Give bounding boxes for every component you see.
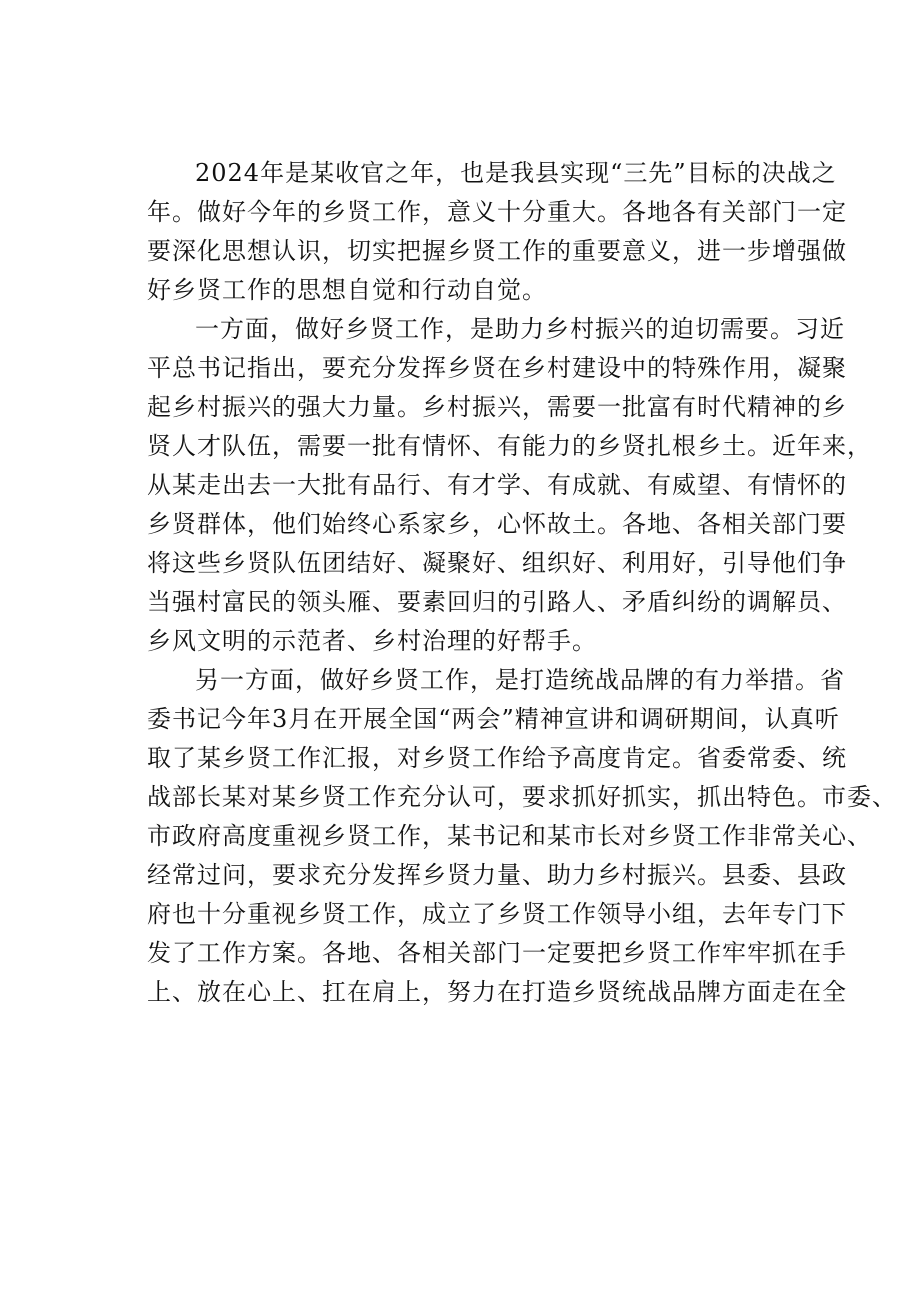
text-line: 年。做好今年的乡贤工作，意义十分重大。各地各有关部门一定 xyxy=(147,198,847,226)
text-line: 乡风文明的示范者、乡村治理的好帮手。 xyxy=(147,627,597,655)
text-line: 另一方面，做好乡贤工作，是打造统战品牌的有力举措。省 xyxy=(195,666,845,694)
document-body xyxy=(147,154,897,1012)
text-line: 要深化思想认识，切实把握乡贤工作的重要意义，进一步增强做 xyxy=(147,237,847,265)
paragraph-1 xyxy=(147,154,847,310)
text-line: 府也十分重视乡贤工作，成立了乡贤工作领导小组，去年专门下 xyxy=(147,900,847,928)
text-line: 将这些乡贤队伍团结好、凝聚好、组织好、利用好，引导他们争 xyxy=(147,549,847,577)
paragraph-3 xyxy=(147,661,897,1012)
text-line: 当强村富民的领头雁、要素回归的引路人、矛盾纠纷的调解员、 xyxy=(147,588,847,616)
text-line: 乡贤群体，他们始终心系家乡，心怀故土。各地、各相关部门要 xyxy=(147,510,847,538)
text-line: 一方面，做好乡贤工作，是助力乡村振兴的迫切需要。习近 xyxy=(195,315,845,343)
text-line: 贤人才队伍，需要一批有情怀、有能力的乡贤扎根乡土。近年来， xyxy=(147,432,872,460)
text-line: 起乡村振兴的强大力量。乡村振兴，需要一批富有时代精神的乡 xyxy=(147,393,847,421)
text-line: 上、放在心上、扛在肩上，努力在打造乡贤统战品牌方面走在全 xyxy=(147,978,847,1006)
text-line: 从某走出去一大批有品行、有才学、有成就、有威望、有情怀的 xyxy=(147,471,847,499)
text-line: 委书记今年3月在开展全国“两会”精神宣讲和调研期间，认真听 xyxy=(147,705,840,733)
text-line: 好乡贤工作的思想自觉和行动自觉。 xyxy=(147,276,547,304)
text-line: 市政府高度重视乡贤工作，某书记和某市长对乡贤工作非常关心、 xyxy=(147,822,872,850)
text-line: 战部长某对某乡贤工作充分认可，要求抓好抓实，抓出特色。市委、 xyxy=(147,783,897,811)
paragraph-2 xyxy=(147,310,872,661)
text-line: 发了工作方案。各地、各相关部门一定要把乡贤工作牢牢抓在手 xyxy=(147,939,847,967)
text-line: 2024年是某收官之年，也是我县实现“三先”目标的决战之 xyxy=(195,159,837,187)
text-line: 经常过问，要求充分发挥乡贤力量、助力乡村振兴。县委、县政 xyxy=(147,861,847,889)
text-line: 平总书记指出，要充分发挥乡贤在乡村建设中的特殊作用，凝聚 xyxy=(147,354,847,382)
text-line: 取了某乡贤工作汇报，对乡贤工作给予高度肯定。省委常委、统 xyxy=(147,744,847,772)
